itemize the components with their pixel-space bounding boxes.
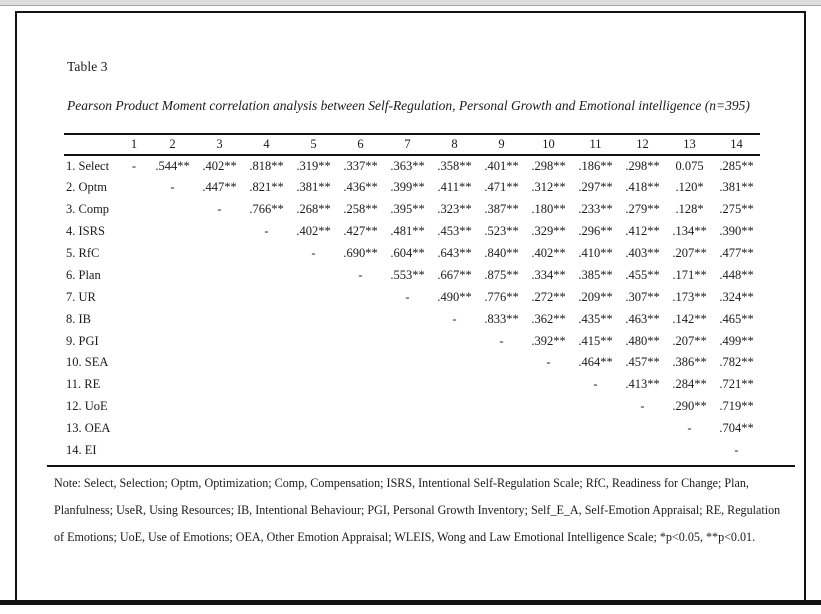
correlation-cell: .401** bbox=[484, 158, 519, 173]
correlation-cell: .399** bbox=[390, 180, 425, 195]
header-row bbox=[64, 134, 760, 155]
correlation-cell bbox=[119, 440, 149, 462]
correlation-cell bbox=[196, 286, 243, 308]
correlation-cell bbox=[196, 221, 243, 243]
correlation-cell: .334** bbox=[531, 267, 566, 282]
correlation-cell: - bbox=[217, 202, 222, 217]
correlation-cell bbox=[337, 418, 384, 440]
correlation-cell: .403** bbox=[625, 246, 660, 260]
correlation-cell bbox=[119, 264, 149, 286]
table-row bbox=[64, 308, 760, 330]
correlation-cell bbox=[243, 264, 290, 286]
correlation-cell: .402** bbox=[531, 246, 566, 260]
table-head bbox=[64, 134, 760, 155]
correlation-cell bbox=[243, 418, 290, 440]
correlation-cell: - bbox=[734, 443, 739, 458]
correlation-cell bbox=[384, 396, 431, 418]
correlation-cell: .186** bbox=[578, 158, 613, 173]
correlation-cell bbox=[384, 308, 431, 330]
correlation-cell: - bbox=[358, 267, 363, 282]
correlation-cell bbox=[337, 396, 384, 418]
correlation-cell: .471** bbox=[484, 180, 519, 195]
correlation-cell: .173** bbox=[672, 289, 707, 304]
correlation-cell bbox=[243, 330, 290, 352]
correlation-cell bbox=[243, 440, 290, 462]
correlation-cell: .490** bbox=[437, 289, 472, 304]
correlation-cell: .499** bbox=[719, 333, 754, 348]
correlation-cell: - bbox=[131, 158, 137, 173]
correlation-cell bbox=[384, 374, 431, 396]
correlation-cell: .395** bbox=[390, 202, 425, 217]
correlation-cell bbox=[196, 440, 243, 462]
correlation-cell: .457** bbox=[625, 355, 660, 370]
column-header: 14 bbox=[713, 134, 760, 155]
correlation-cell: .134** bbox=[672, 224, 707, 239]
correlation-cell bbox=[431, 418, 478, 440]
correlation-cell bbox=[290, 396, 337, 418]
correlation-cell bbox=[572, 418, 619, 440]
correlation-cell bbox=[525, 374, 572, 396]
correlation-cell: - bbox=[311, 246, 316, 260]
row-label: 7. UR bbox=[66, 289, 96, 304]
row-label: 3. Comp bbox=[66, 202, 110, 217]
correlation-cell: - bbox=[170, 180, 175, 195]
column-header: 13 bbox=[666, 134, 713, 155]
correlation-cell bbox=[431, 374, 478, 396]
correlation-cell: .209** bbox=[578, 289, 613, 304]
column-header: 10 bbox=[525, 134, 572, 155]
row-label: 13. OEA bbox=[66, 421, 111, 436]
correlation-cell: .337** bbox=[343, 158, 378, 173]
correlation-cell bbox=[149, 308, 196, 330]
correlation-cell: .285** bbox=[719, 158, 754, 173]
correlation-cell bbox=[525, 440, 572, 462]
correlation-cell bbox=[149, 221, 196, 243]
correlation-cell: - bbox=[499, 333, 504, 348]
correlation-cell bbox=[337, 440, 384, 462]
table-row bbox=[64, 374, 760, 396]
correlation-cell bbox=[290, 286, 337, 308]
column-header: 12 bbox=[619, 134, 666, 155]
correlation-cell: .128* bbox=[675, 202, 704, 217]
row-label: 12. UoE bbox=[66, 399, 108, 414]
correlation-cell: .412** bbox=[625, 224, 660, 239]
correlation-cell bbox=[149, 243, 196, 265]
correlation-cell: - bbox=[593, 377, 598, 392]
correlation-cell: .323** bbox=[437, 202, 472, 217]
table-row bbox=[64, 352, 760, 374]
correlation-cell bbox=[384, 418, 431, 440]
correlation-cell bbox=[119, 374, 149, 396]
correlation-cell: .312** bbox=[531, 180, 566, 195]
correlation-cell: .386** bbox=[672, 355, 707, 370]
correlation-cell bbox=[119, 352, 149, 374]
page-bottom-border bbox=[0, 600, 821, 605]
correlation-cell bbox=[525, 418, 572, 440]
correlation-cell: .258** bbox=[343, 202, 378, 217]
correlation-cell: .448** bbox=[719, 267, 754, 282]
correlation-cell bbox=[290, 330, 337, 352]
column-header: 9 bbox=[478, 134, 525, 155]
document-page bbox=[15, 11, 806, 601]
table-row bbox=[64, 264, 760, 286]
correlation-cell: .818** bbox=[249, 158, 284, 173]
correlation-cell bbox=[337, 330, 384, 352]
correlation-cell: .358** bbox=[437, 158, 472, 173]
correlation-cell: .840** bbox=[484, 246, 519, 260]
correlation-cell: .324** bbox=[719, 289, 754, 304]
correlation-cell bbox=[243, 352, 290, 374]
column-header: 7 bbox=[384, 134, 431, 155]
row-label: 6. Plan bbox=[66, 267, 101, 282]
correlation-cell bbox=[290, 308, 337, 330]
correlation-cell: .477** bbox=[719, 246, 754, 260]
correlation-cell bbox=[337, 352, 384, 374]
correlation-cell: .465** bbox=[719, 311, 754, 326]
column-header: 8 bbox=[431, 134, 478, 155]
correlation-cell: .766** bbox=[249, 202, 284, 217]
correlation-cell: .319** bbox=[296, 158, 331, 173]
correlation-cell: - bbox=[546, 355, 551, 370]
correlation-cell bbox=[119, 243, 149, 265]
row-label: 1. Select bbox=[66, 158, 110, 173]
correlation-cell: .272** bbox=[531, 289, 566, 304]
row-label: 9. PGI bbox=[66, 333, 99, 348]
correlation-cell bbox=[196, 418, 243, 440]
correlation-cell bbox=[290, 374, 337, 396]
correlation-cell bbox=[149, 264, 196, 286]
correlation-cell bbox=[243, 286, 290, 308]
correlation-cell: .171** bbox=[672, 267, 707, 282]
correlation-cell: .523** bbox=[484, 224, 519, 239]
correlation-cell bbox=[196, 352, 243, 374]
correlation-cell bbox=[384, 352, 431, 374]
correlation-cell: .704** bbox=[719, 421, 754, 436]
correlation-cell: - bbox=[640, 399, 645, 414]
correlation-cell: .329** bbox=[531, 224, 566, 239]
column-header: 1 bbox=[119, 134, 149, 155]
column-header: 4 bbox=[243, 134, 290, 155]
row-label: 5. RfC bbox=[66, 246, 100, 260]
correlation-cell: .296** bbox=[578, 224, 613, 239]
correlation-cell bbox=[478, 352, 525, 374]
correlation-cell bbox=[290, 264, 337, 286]
correlation-cell bbox=[149, 199, 196, 221]
correlation-cell bbox=[478, 440, 525, 462]
correlation-cell: .447** bbox=[202, 180, 237, 195]
correlation-cell bbox=[243, 308, 290, 330]
correlation-cell: .418** bbox=[625, 180, 660, 195]
table-note: Note: Select, Selection; Optm, Optimization; Comp, Compensation; ISRS, Intentional Self-Regulation Scale; RfC, Readiness for Change; Plan, Planfulness; UseR, Using Resources; IB, Intentional Behaviour; PGI, Personal Growth Inventory; Self_E_A, Self-Emotion Appraisal; RE, Regulation of Emotions; UoE, Use of Emotions; OEA, Other Emotion Appraisal; WLEIS, Wong and Law Emotional Intelligence Scale; *p<0.05, **p<0.01. bbox=[54, 476, 781, 545]
correlation-cell: .463** bbox=[625, 311, 660, 326]
correlation-cell: .776** bbox=[484, 289, 519, 304]
correlation-cell: .415** bbox=[578, 333, 613, 348]
correlation-cell: .455** bbox=[625, 267, 660, 282]
correlation-cell: .410** bbox=[578, 246, 613, 260]
correlation-cell: .180** bbox=[531, 202, 566, 217]
correlation-cell bbox=[196, 396, 243, 418]
correlation-cell bbox=[119, 199, 149, 221]
correlation-cell bbox=[196, 330, 243, 352]
correlation-cell bbox=[196, 243, 243, 265]
correlation-cell: .690** bbox=[343, 246, 378, 260]
correlation-cell bbox=[149, 330, 196, 352]
correlation-cell: .120* bbox=[675, 180, 704, 195]
correlation-cell: .821** bbox=[249, 180, 284, 195]
correlation-cell: .381** bbox=[719, 180, 754, 195]
correlation-cell: .207** bbox=[672, 246, 707, 260]
row-label: 14. EI bbox=[66, 443, 97, 458]
correlation-cell bbox=[149, 396, 196, 418]
correlation-cell: .385** bbox=[578, 267, 613, 282]
correlation-cell bbox=[243, 243, 290, 265]
correlation-cell: .782** bbox=[719, 355, 754, 370]
correlation-cell bbox=[119, 418, 149, 440]
column-header: 11 bbox=[572, 134, 619, 155]
correlation-cell bbox=[384, 440, 431, 462]
correlation-cell: .427** bbox=[343, 224, 378, 239]
table-row bbox=[64, 396, 760, 418]
correlation-cell bbox=[149, 440, 196, 462]
correlation-cell: 0.075 bbox=[675, 158, 704, 173]
correlation-cell: .643** bbox=[437, 246, 472, 260]
correlation-cell: - bbox=[405, 289, 410, 304]
correlation-cell: .833** bbox=[484, 311, 519, 326]
column-header: 2 bbox=[149, 134, 196, 155]
correlation-cell bbox=[119, 286, 149, 308]
correlation-cell bbox=[119, 221, 149, 243]
correlation-cell: .875** bbox=[484, 267, 519, 282]
correlation-cell: .297** bbox=[578, 180, 613, 195]
correlation-cell: .387** bbox=[484, 202, 519, 217]
correlation-cell: .411** bbox=[437, 180, 472, 195]
correlation-cell bbox=[619, 418, 666, 440]
table-row bbox=[64, 418, 760, 440]
correlation-cell: .553** bbox=[390, 267, 425, 282]
correlation-cell: .279** bbox=[625, 202, 660, 217]
correlation-cell bbox=[478, 374, 525, 396]
correlation-cell bbox=[337, 286, 384, 308]
correlation-cell: .667** bbox=[437, 267, 472, 282]
correlation-table bbox=[64, 133, 760, 461]
correlation-cell bbox=[384, 330, 431, 352]
correlation-cell: .268** bbox=[296, 202, 331, 217]
table-body bbox=[64, 155, 760, 461]
table-row bbox=[64, 155, 760, 177]
correlation-cell bbox=[337, 308, 384, 330]
table-row bbox=[64, 330, 760, 352]
correlation-cell: - bbox=[452, 311, 457, 326]
correlation-cell bbox=[149, 352, 196, 374]
correlation-cell: - bbox=[687, 421, 692, 436]
correlation-cell: .290** bbox=[672, 399, 707, 414]
column-header: 3 bbox=[196, 134, 243, 155]
correlation-cell: .721** bbox=[719, 377, 754, 392]
correlation-cell bbox=[196, 264, 243, 286]
correlation-cell: .453** bbox=[437, 224, 472, 239]
correlation-cell: .413** bbox=[625, 377, 660, 392]
correlation-cell: .481** bbox=[390, 224, 425, 239]
correlation-cell: .402** bbox=[202, 158, 237, 173]
correlation-cell: .298** bbox=[625, 158, 660, 173]
correlation-cell: .362** bbox=[531, 311, 566, 326]
correlation-cell: .544** bbox=[155, 158, 190, 173]
correlation-cell bbox=[619, 440, 666, 462]
correlation-cell bbox=[149, 374, 196, 396]
corner-header-cell bbox=[64, 134, 119, 155]
correlation-cell bbox=[243, 374, 290, 396]
row-label: 10. SEA bbox=[66, 355, 109, 370]
correlation-cell: .381** bbox=[296, 180, 331, 195]
correlation-cell: .207** bbox=[672, 333, 707, 348]
correlation-cell: .402** bbox=[296, 224, 331, 239]
row-label: 8. IB bbox=[66, 311, 91, 326]
table-row bbox=[64, 177, 760, 199]
correlation-cell bbox=[290, 352, 337, 374]
correlation-cell bbox=[431, 330, 478, 352]
correlation-cell: .390** bbox=[719, 224, 754, 239]
table-row bbox=[64, 243, 760, 265]
table-number-label: Table 3 bbox=[67, 59, 108, 74]
window-top-strip bbox=[0, 0, 821, 6]
table-caption: Pearson Product Moment correlation analysis between Self-Regulation, Personal Growth and Emotional intelligence (n=395) bbox=[67, 98, 750, 113]
correlation-cell bbox=[149, 418, 196, 440]
correlation-cell: .142** bbox=[672, 311, 707, 326]
correlation-cell bbox=[478, 418, 525, 440]
correlation-cell: .363** bbox=[390, 158, 425, 173]
correlation-cell: .480** bbox=[625, 333, 660, 348]
row-label: 11. RE bbox=[66, 377, 101, 392]
correlation-cell bbox=[119, 177, 149, 199]
correlation-cell bbox=[478, 396, 525, 418]
correlation-cell bbox=[149, 286, 196, 308]
correlation-cell bbox=[572, 396, 619, 418]
correlation-cell bbox=[337, 374, 384, 396]
correlation-cell bbox=[119, 396, 149, 418]
table-row bbox=[64, 221, 760, 243]
correlation-cell: .436** bbox=[343, 180, 378, 195]
correlation-cell bbox=[196, 308, 243, 330]
correlation-cell bbox=[196, 374, 243, 396]
column-header: 6 bbox=[337, 134, 384, 155]
table-row bbox=[64, 199, 760, 221]
correlation-cell: .284** bbox=[672, 377, 707, 392]
row-label: 2. Optm bbox=[66, 180, 107, 195]
correlation-cell bbox=[119, 330, 149, 352]
correlation-cell bbox=[525, 396, 572, 418]
correlation-cell: .604** bbox=[390, 246, 425, 260]
correlation-cell bbox=[431, 352, 478, 374]
correlation-cell: .275** bbox=[719, 202, 754, 217]
correlation-cell: - bbox=[264, 224, 269, 239]
correlation-cell: .233** bbox=[578, 202, 613, 217]
table-row bbox=[64, 440, 760, 462]
correlation-cell: .464** bbox=[578, 355, 613, 370]
table-bottom-rule bbox=[47, 465, 795, 467]
row-label: 4. ISRS bbox=[66, 224, 105, 239]
correlation-cell bbox=[119, 308, 149, 330]
correlation-cell bbox=[431, 440, 478, 462]
correlation-cell bbox=[290, 418, 337, 440]
correlation-cell: .307** bbox=[625, 289, 660, 304]
table-row bbox=[64, 286, 760, 308]
correlation-cell bbox=[572, 440, 619, 462]
correlation-cell bbox=[290, 440, 337, 462]
correlation-cell: .719** bbox=[719, 399, 754, 414]
correlation-cell bbox=[243, 396, 290, 418]
correlation-cell: .392** bbox=[531, 333, 566, 348]
correlation-cell bbox=[666, 440, 713, 462]
correlation-cell: .435** bbox=[578, 311, 613, 326]
correlation-cell: .298** bbox=[531, 158, 566, 173]
column-header: 5 bbox=[290, 134, 337, 155]
correlation-cell bbox=[431, 396, 478, 418]
